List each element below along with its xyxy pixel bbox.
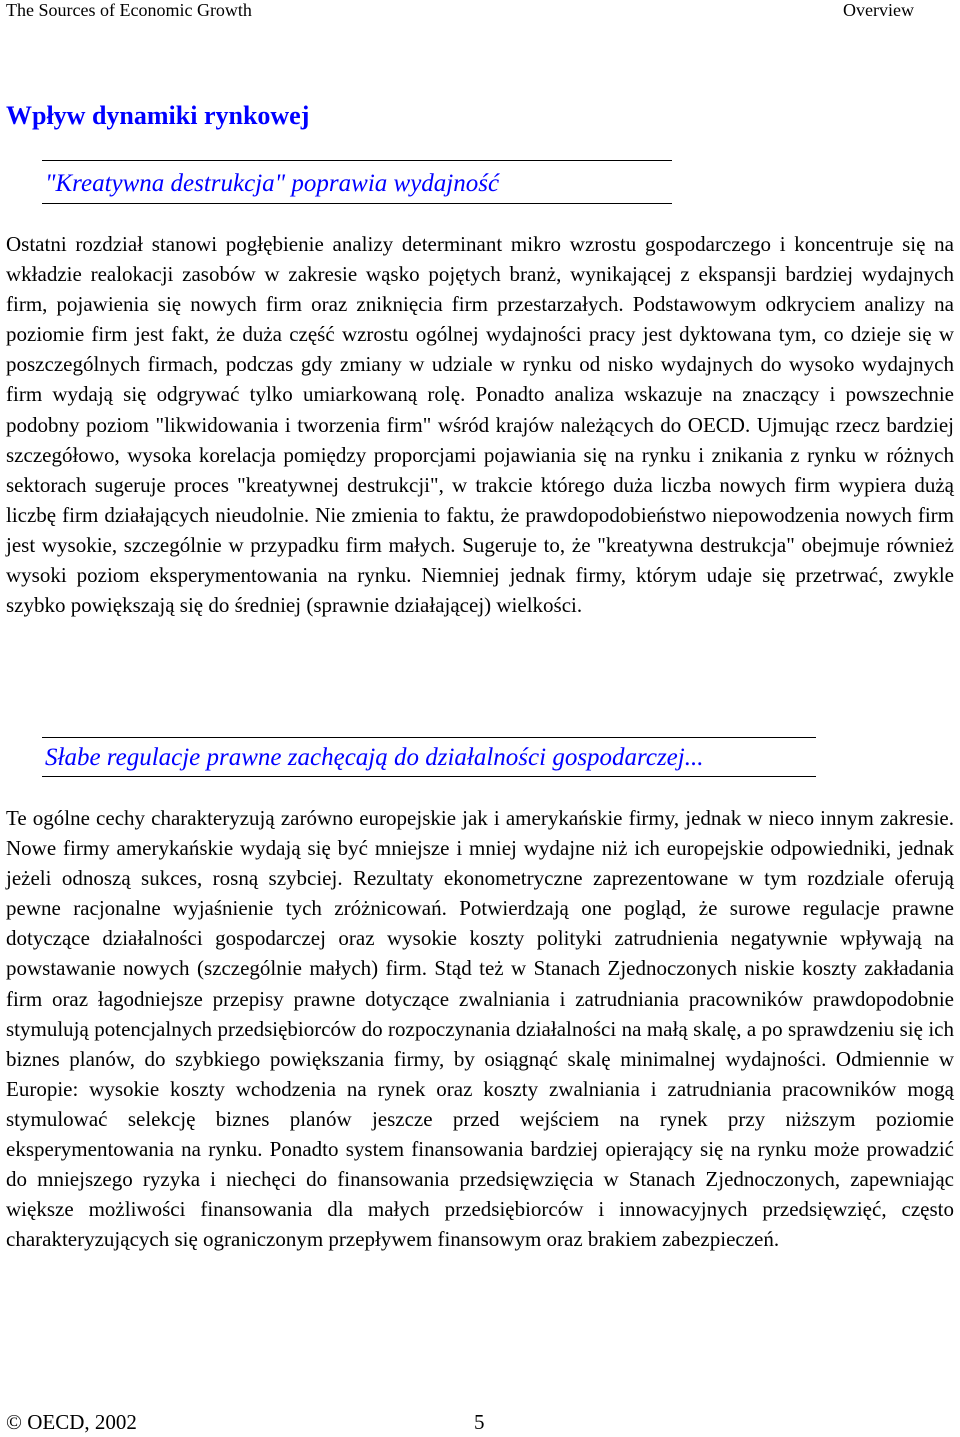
header-section-label: Overview (843, 0, 914, 20)
paragraph-weak-regulation: Te ogólne cechy charakteryzują zarówno europejskie jak i amerykańskie firmy, jednak w nieco innym zakresie. Nowe firmy amerykańskie wydają się być mniejsze i mniej wydajne niż ich europejskie odpowiedniki, jednak jeżeli odnoszą sukces, rosną szybciej. Rezultaty ekonometryczne zaprezentowane w tym rozdziale oferują pewne racjonalne wyjaśnienie tych zróżnicowań. Potwierdzają one pogląd, że surowe regulacje prawne dotyczące działalności gospodarczej oraz wysokie koszty polityki zatrudnienia negatywnie wpływają na powstawanie nowych (szczególnie małych) firm. Stąd też w Stanach Zjednoczonych niskie koszty zakładania firm oraz łagodniejsze przepisy prawne dotyczące zwalniania i zatrudniania pracowników prawdopodobnie stymulują potencjalnych przedsiębiorców do rozpoczynania działalności na małą skalę, a po sprawdzeniu się ich biznes planów, do szybkiego powiększania firmy, by osiągnąć skalę minimalnej wydajności. Odmiennie w Europie: wysokie koszty wchodzenia na rynek oraz koszty zwalniania i zatrudniania pracowników mogą stymulować selekcję biznes planów jeszcze przed wejściem na rynek przy niższym poziomie eksperymentowania na rynku. Ponadto system finansowania bardziej opierający się na rynku może prowadzić do mniejszego ryzyka i niechęci do finansowania przedsięwzięcia w Stanach Zjednoczonych, zapewniając większe możliwości finansowania dla małych przedsiębiorców i innowacyjnych przedsięwzięć, często charakteryzujących się ograniczonym przepływem finansowym oraz brakiem zabezpieczeń. (6, 806, 954, 1252)
section-heading: Wpływ dynamiki rynkowej (6, 101, 310, 130)
footer-copyright: © OECD, 2002 (6, 1410, 137, 1434)
header-publication-title: The Sources of Economic Growth (6, 0, 252, 20)
running-header (6, 0, 914, 22)
subheading-weak-regulation: Słabe regulacje prawne zachęcają do działalności gospodarczej... (42, 737, 816, 777)
paragraph-creative-destruction: Ostatni rozdział stanowi pogłębienie analizy determinant mikro wzrostu gospodarczego i koncentruje się na wkładzie realokacji zasobów w zakresie wąsko pojętych branż, wynikającej z ekspansji bardziej wydajnych firm, pojawienia się nowych firm oraz zniknięcia firm przestarzałych. Podstawowym odkryciem analizy na poziomie firm jest fakt, że duża część wzrostu ogólnej wydajności pracy jest dyktowana tym, co dzieje się w poszczególnych firmach, podczas gdy zmiany w udziale w rynku od nisko wydajnych do wysoko wydajnych firm wydają się odgrywać tylko umiarkowaną rolę. Ponadto analiza wskazuje na znaczący i powszechnie podobny poziom "likwidowania i tworzenia firm" wśród krajów należących do OECD. Ujmując rzecz bardziej szczegółowo, wysoka korelacja pomiędzy proporcjami pojawiania się na rynku i znikania z rynku w różnych sektorach sugeruje proces "kreatywnej destrukcji", w trakcie którego duża liczba nowych firm wypiera dużą liczbę firm działających nieudolnie. Nie zmienia to faktu, że prawdopodobieństwo niepowodzenia nowych firm jest wysokie, szczególnie w przypadku firm małych. Sugeruje to, że "kreatywna destrukcja" obejmuje również wysoki poziom eksperymentowania na rynku. Niemniej jednak firmy, którym udaje się przetrwać, zwykle szybko powiększają się do średniej (sprawnie działającej) wielkości. (6, 232, 954, 618)
subheading-creative-destruction: "Kreatywna destrukcja" poprawia wydajność (42, 160, 672, 204)
footer-page-number: 5 (474, 1410, 485, 1434)
